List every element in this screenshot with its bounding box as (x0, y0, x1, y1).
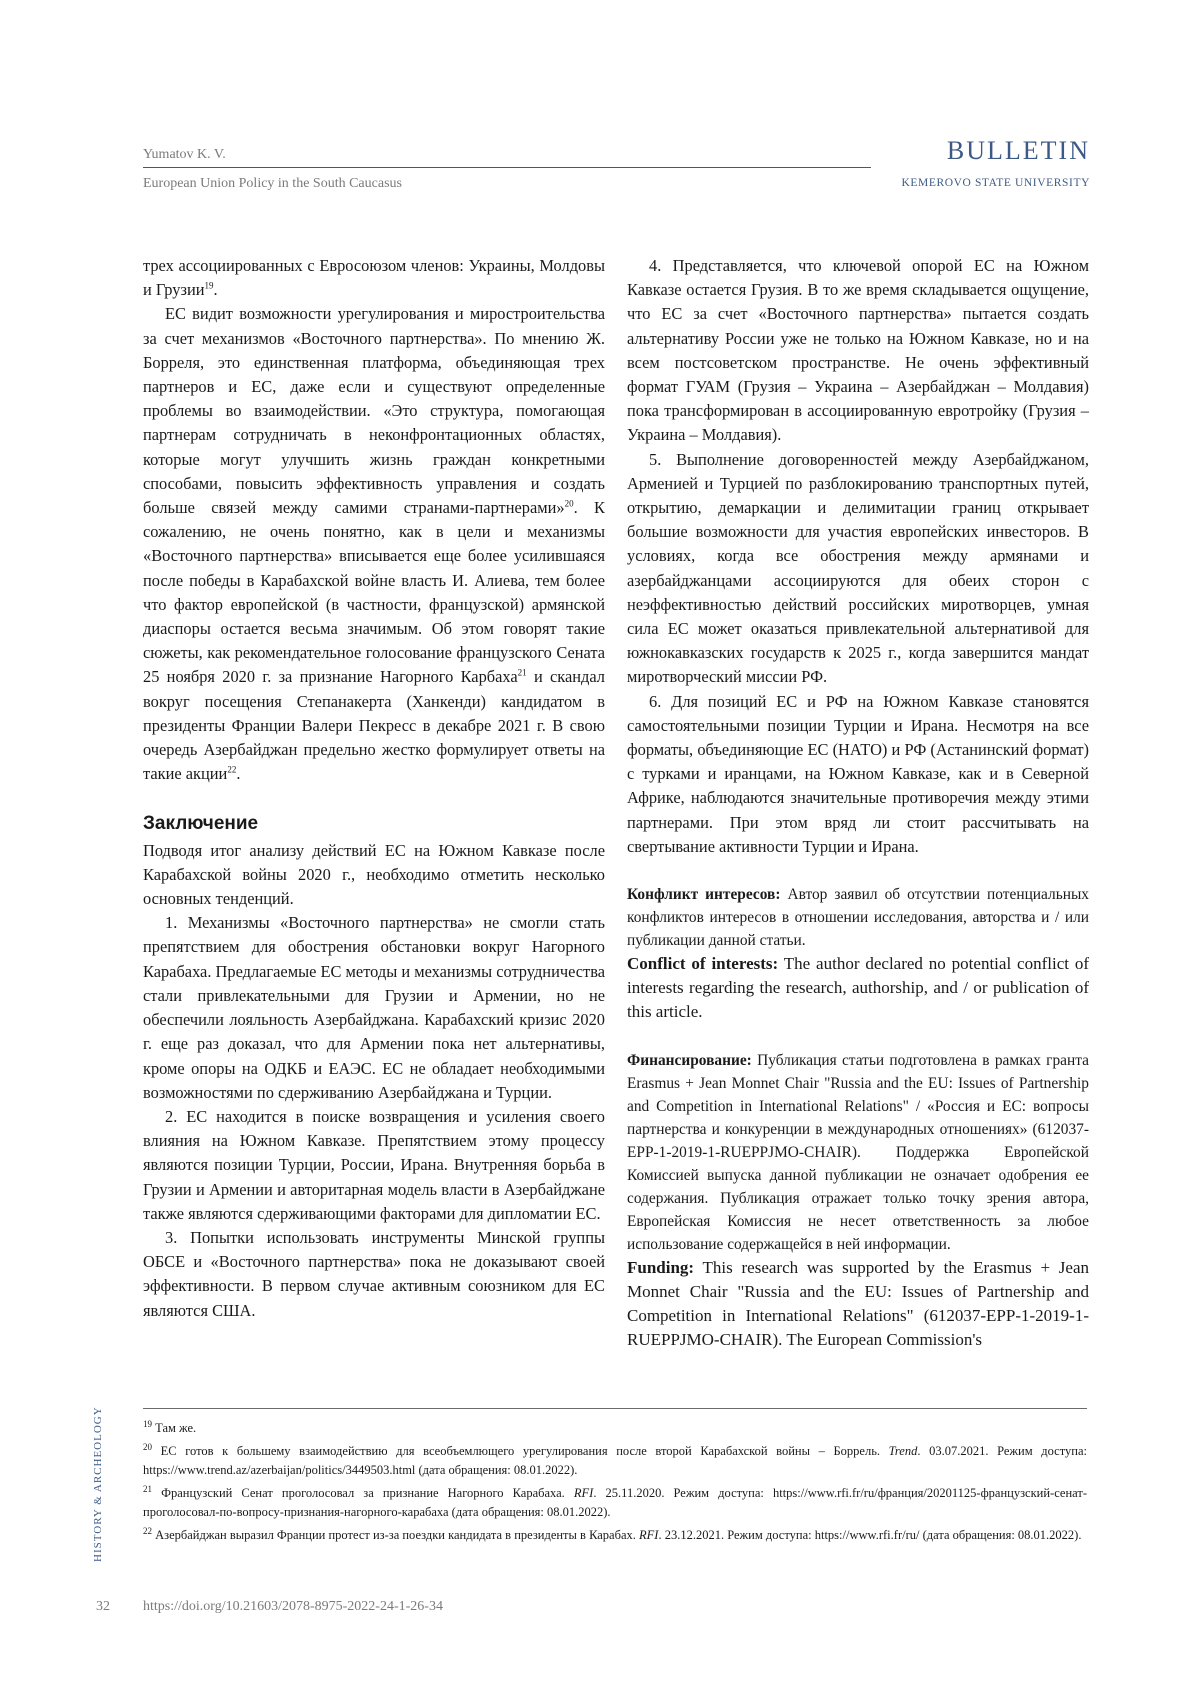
footnote-20: $^{20}$ ЕС готов к большему взаимодействию для всеобъемлющего урегулирования после второй Карабахской войны – Боррель. Trend. 03.07.2021. Режим доступа: https://www.trend.az/azerbaijan/politics/3449503.html (дата обращения: 08.01.2022). (143, 1441, 1087, 1477)
footnote-ref[interactable]: 19 (204, 280, 214, 291)
header-divider (143, 167, 871, 168)
footnote-21: $^{21}$ Французский Сенат проголосовал за признание Нагорного Карабаха. RFI. 25.11.2020. Режим доступа: https://www.rfi.fr/ru/франция/20201125-французский-сенат-проголосовал-по-вопросу-признания-нагорного-карабаха (дата обращения: 08.01.2022). (143, 1483, 1087, 1519)
funding-ru: Финансирование: Публикация статьи подготовлена в рамках гранта Erasmus + Jean Monnet Chair "Russia and the EU: Issues of Partnership and Competition in International Relations" / «Россия и ЕС: вопросы партнерства и конкуренции в международных отношениях» (612037-EPP-1-2019-1-RUEPPJMO-CHAIR). Поддержка Европейской Комиссией выпуска данной публикации не означает одобрения ее содержания. Публикация отражает только точку зрения автора, Европейская Комиссия не несет ответственность за любое использование содержащейся в ней информации. (627, 1051, 1089, 1253)
journal-name: BULLETIN (946, 136, 1090, 165)
footnotes-divider (143, 1408, 1087, 1409)
paragraph: трех ассоциированных с Евросоюзом членов: Украины, Молдовы и Грузии$^{19}$. (143, 256, 605, 300)
left-column (143, 254, 605, 1323)
paragraph: 3. Попытки использовать инструменты Минской группы ОБСЕ и «Восточного партнерства» пока не доказывают своей эффективности. В первом случае активным союзником для ЕС являются США. (143, 1227, 605, 1320)
spacer (627, 859, 1089, 883)
footnote-22: $^{22}$ Азербайджан выразил Франции протест из-за поездки кандидата в президенты в Карабах. RFI. 23.12.2021. Режим доступа: https://www.rfi.fr/ru/ (дата обращения: 08.01.2022). (143, 1525, 1082, 1542)
running-head-title: European Union Policy in the South Caucasus (143, 176, 402, 191)
footnotes (143, 1419, 1087, 1549)
section-side-label: HISTORY & ARCHEOLOGY (92, 1406, 104, 1562)
footnote-19: $^{19}$ Там же. (143, 1418, 197, 1435)
paragraph: 6. Для позиций ЕС и РФ на Южном Кавказе становятся самостоятельными позиции Турции и Ирана. Несмотря на все форматы, объединяющие ЕС (НАТО) и РФ (Астанинский формат) с турками и иранцами, на Южном Кавказе, как и в Северной Африке, наблюдаются значительные противоречия между этими партнерами. При этом вряд ли стоит рассчитывать на свертывание активности Турции и Ирана. (627, 691, 1089, 856)
paragraph: Подводя итог анализу действий ЕС на Южном Кавказе после Карабахской войны 2020 г., необходимо отметить несколько основных тенденций. (143, 840, 605, 909)
paragraph: 1. Механизмы «Восточного партнерства» не смогли стать препятствием для обострения обстановки вокруг Нагорного Карабаха. Предлагаемые ЕС методы и механизмы сотрудничества стали привлекательными для Грузии и Армении, но не обеспечили лояльность Азербайджана. Карабахский кризис 2020 г. еще раз доказал, что для Армении пока нет альтернативы, кроме опоры на ОДКБ и ЕАЭС. ЕС не обладает необходимыми возможностями по сдерживанию Азербайджана и Турции. (143, 913, 605, 1102)
university-name: KEMEROVO STATE UNIVERSITY (901, 177, 1090, 189)
paragraph: 5. Выполнение договоренностей между Азербайджаном, Арменией и Турцией по разблокированию транспортных путей, открытию, демаркации и делимитации границ открывает большие возможности для участия европейских инвесторов. В условиях, когда все обострения между армянами и азербайджанцами ассоциируются для обеих сторон с неэффективностью действий российских миротворцев, умная сила ЕС может оказаться привлекательной альтернативой для южнокавказских государств к 2025 г., когда завершится мандат миротворческий миссии РФ. (627, 449, 1089, 687)
footnote-ref[interactable]: 20 (564, 498, 574, 509)
paragraph: 4. Представляется, что ключевой опорой ЕС на Южном Кавказе остается Грузия. В то же время складывается ощущение, что ЕС за счет «Восточного партнерства» пытается создать альтернативу России уже не только на Южном Кавказе, но и на всем постсоветском пространстве. Не очень эффективный формат ГУАМ (Грузия – Украина – Азербайджан – Молдавия) пока трансформирован в ассоциированную евротройку (Грузия – Украина – Молдавия). (627, 256, 1089, 445)
running-head-author: Yumatov K. V. (143, 147, 226, 162)
paragraph: 2. ЕС находится в поиске возвращения и усиления своего влияния на Южном Кавказе. Препятствием этому процессу являются позиции Турции, России, Ирана. Внутренняя борьба в Грузии и Армении и авторитарная модель власти в Азербайджане также являются сдерживающими факторами для дипломатии ЕС. (143, 1106, 605, 1223)
section-heading-conclusion: Заключение (143, 813, 259, 835)
funding-en: Funding: This research was supported by the Erasmus + Jean Monnet Chair "Russia and the EU: Issues of Partnership and Competition in International Relations" (612037-EPP-1-2019-1-RUEPPJMO-CHAIR). The European Commission's (627, 1257, 1089, 1350)
conflict-of-interest-en: Conflict of interests: The author declared no potential conflict of interests regarding the research, authorship, and / or publication of this article. (627, 954, 1089, 1022)
page-number: 32 (96, 1599, 110, 1614)
conflict-of-interest-ru: Конфликт интересов: Автор заявил об отсутствии потенциальных конфликтов интересов в отношении исследования, авторства и / или публикации данной статьи. (627, 886, 1089, 950)
doi-link[interactable]: https://doi.org/10.21603/2078-8975-2022-24-1-26-34 (143, 1599, 443, 1614)
paragraph: ЕС видит возможности урегулирования и миростроительства за счет механизмов «Восточного партнерства». По мнению Ж. Борреля, это единственная платформа, объединяющая трех партнеров и ЕС, даже если и существуют определенные проблемы во взаимодействии. «Это структура, помогающая партнерам сотрудничать в неконфронтационных областях, которые могут улучшить жизнь граждан конкретными способами, повысить эффективность управления и создать больше связей между самими странами-партнерами»$^{20}$. К сожалению, не очень понятно, как в цели и механизмы «Восточного партнерства» вписывается еще более усилившаяся после победы в Карабахской войне власть И. Алиева, тем более что фактор европейской (в частности, французской) армянской диаспоры остается весьма значимым. Об этом говорят такие сюжеты, как рекомендательное голосование французского Сената 25 ноября 2020 г. за признание Нагорного Карбаха$^{21}$ и скандал вокруг посещения Степанакерта (Ханкенди) кандидатом в президенты Франции Валери Пекресс в декабре 2021 г. В свою очередь Азербайджан предельно жестко формулирует ответы на такие акции$^{22}$. (143, 304, 605, 784)
spacer (627, 1025, 1089, 1049)
footnote-ref[interactable]: 22 (227, 764, 237, 775)
right-column (627, 254, 1089, 1353)
footnote-ref[interactable]: 21 (517, 667, 527, 678)
